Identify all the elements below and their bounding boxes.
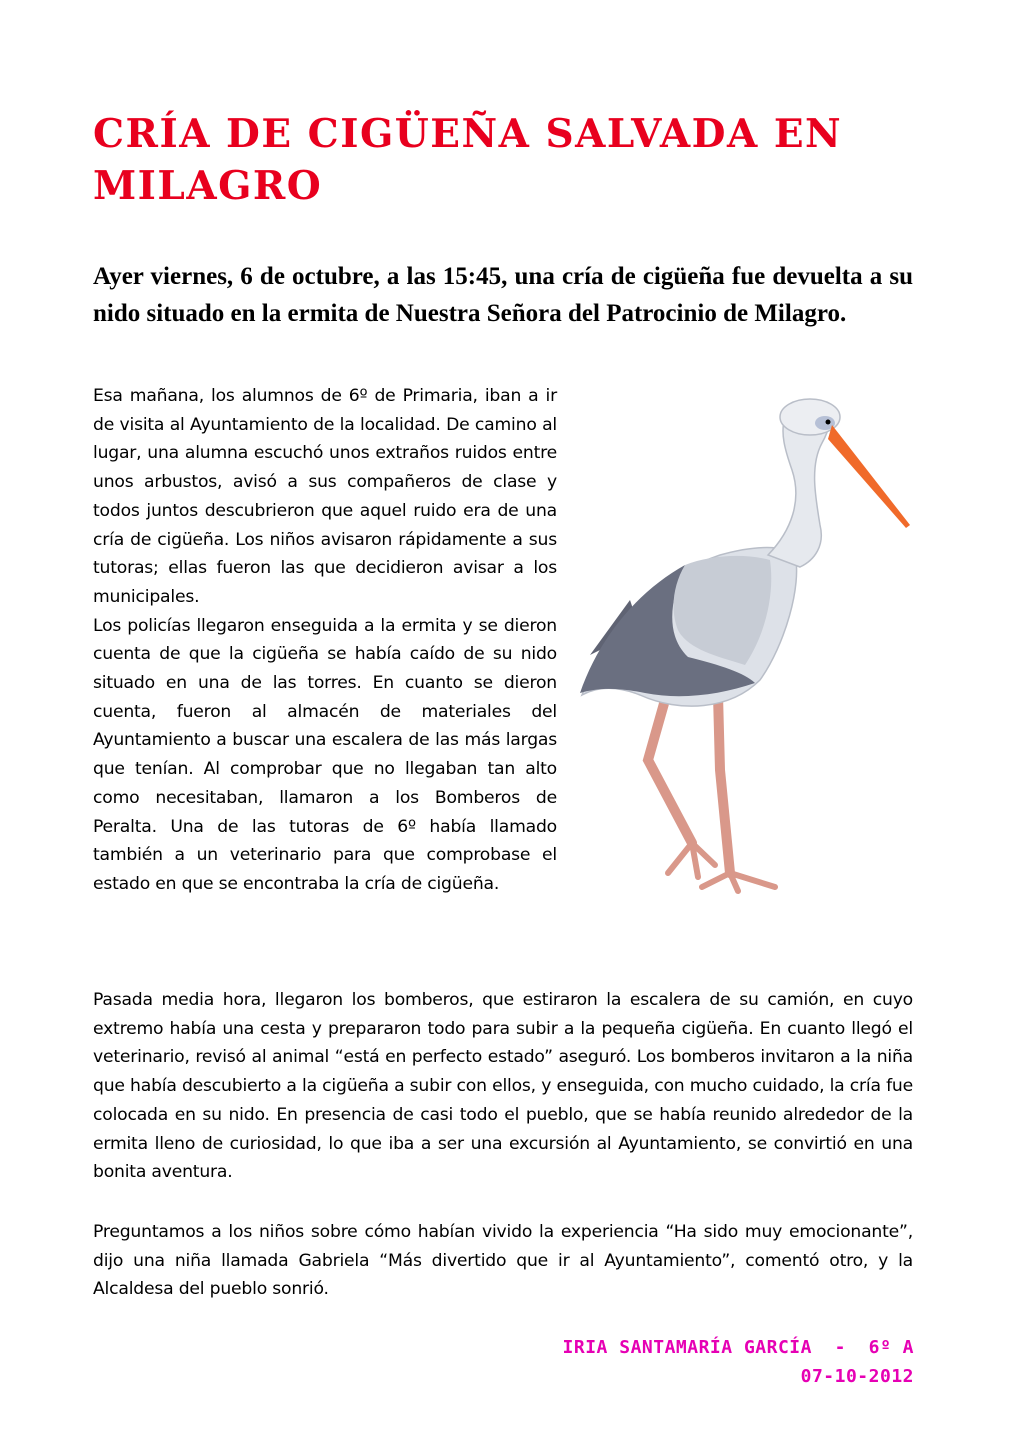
paragraph-4: Preguntamos a los niños sobre cómo habían vivido la experiencia “Ha sido muy emocionante”, dijo una niña llamada Gabriela “Más divertido que ir al Ayuntamiento”, comentó otro, y la Alcaldesa del pueblo sonrió. — [93, 1222, 913, 1300]
stork-beak — [828, 425, 910, 528]
article-title: CRÍA DE CIGÜEÑA SALVADA EN MILAGRO — [93, 111, 843, 209]
paragraph-3: Pasada media hora, llegaron los bomberos, que estiraron la escalera de su camión, en cuyo extremo había una cesta y prepararon todo para subir a la pequeña cigüeña. En cuanto llegó el veterinario, revisó al animal “está en perfecto estado” aseguró. Los bomberos invitaron a la niña que había descubierto a la cigüeña a subir con ellos, y enseguida, con mucho cuidado, la cría fue colocada en su nido. En presencia de casi todo el pueblo, que se había reunido alrededor de la ermita lleno de curiosidad, lo que iba a ser una excursión al Ayuntamiento, se convirtió en una bonita aventura. — [93, 990, 913, 1183]
stork-legs — [648, 695, 775, 891]
paragraph-1: Esa mañana, los alumnos de 6º de Primaria, iban a ir de visita al Ayuntamiento de la localidad. De camino al lugar, una alumna escuchó unos extraños ruidos entre unos arbustos, avisó a sus compañeros de clase y todos juntos descubrieron que aquel ruido era de una cría de cigüeña. Los niños avisaron rápidamente a sus tutoras; ellas fueron las que decidieron avisar a los municipales. — [93, 386, 557, 607]
text-column — [93, 382, 557, 899]
stork-eye — [826, 420, 831, 425]
article-lead: Ayer viernes, 6 de octubre, a las 15:45, una cría de cigüeña fue devuelta a su nido situado en la ermita de Nuestra Señora del Patrocinio de Milagro. — [93, 263, 913, 327]
author-signature: IRIA SANTAMARÍA GARCÍA - 6º A — [562, 1337, 914, 1358]
signature-date: 07-10-2012 — [800, 1366, 914, 1387]
paragraph-2: Los policías llegaron enseguida a la ermita y se dieron cuenta de que la cigüeña se había caído de su nido situado en una de las torres. En cuanto se dieron cuenta, fueron al almacén de materiales del Ayuntamiento a buscar una escalera de las más largas que tenían. Al comprobar que no llegaban tan alto como necesitaban, llamaron a los Bomberos de Peralta. Una de las tutoras de 6º había llamado también a un veterinario para que comprobase el estado en que se encontraba la cría de cigüeña. — [93, 615, 557, 894]
stork-illustration — [570, 395, 915, 895]
